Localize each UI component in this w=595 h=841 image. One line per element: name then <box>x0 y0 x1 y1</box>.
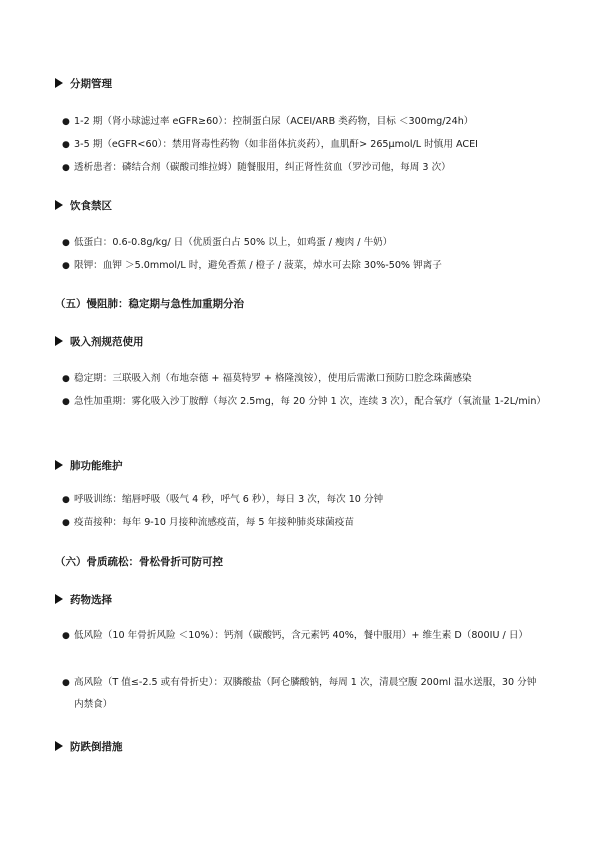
section-title-osteo: （六）骨质疏松：骨松骨折可防可控 <box>55 556 223 568</box>
triangle-bullet-icon <box>55 594 63 604</box>
list-item <box>62 512 542 534</box>
list-item <box>62 255 542 277</box>
list-item <box>62 134 542 156</box>
bullet-icon: ● <box>62 261 70 271</box>
heading-text: 饮食禁区 <box>70 200 112 212</box>
section-heading-drug <box>55 592 112 607</box>
list-item <box>62 625 542 647</box>
list-item <box>62 111 542 133</box>
bullet-icon: ● <box>62 518 70 528</box>
item-text: 透析患者：磷结合剂（碳酸司维拉姆）随餐服用，纠正肾性贫血（罗沙司他，每周 3 次） <box>74 162 451 173</box>
item-text: 低风险（10 年骨折风险 ＜10%）：钙剂（碳酸钙，含元素钙 40%，餐中服用）+ 维生素 D（800IU / 日） <box>74 630 529 641</box>
triangle-bullet-icon <box>55 78 63 88</box>
item-text: 限钾：血钾 ＞5.0mmol/L 时，避免香蕉 / 橙子 / 菠菜，焯水可去除 30%-50% 钾离子 <box>74 260 442 271</box>
bullet-icon: ● <box>62 495 70 505</box>
bullet-icon: ● <box>62 678 70 688</box>
heading-text: 吸入剂规范使用 <box>70 336 144 348</box>
heading-text: 肺功能维护 <box>70 460 123 472</box>
list-item <box>62 157 542 179</box>
item-text: 呼吸训练：缩唇呼吸（吸气 4 秒，呼气 6 秒），每日 3 次，每次 10 分钟 <box>74 494 384 505</box>
bullet-icon: ● <box>62 163 70 173</box>
triangle-bullet-icon <box>55 336 63 346</box>
triangle-bullet-icon <box>55 460 63 470</box>
section-heading-staging <box>55 76 112 91</box>
section-heading-diet <box>55 198 112 213</box>
item-text: 高风险（T 值≤-2.5 或有骨折史）：双膦酸盐（阿仑膦酸钠，每周 1 次，清晨空腹 200ml 温水送服，30 分钟内禁食） <box>74 677 537 710</box>
list-item <box>62 672 542 716</box>
list-item <box>62 232 542 254</box>
list-item <box>62 391 547 413</box>
bullet-icon: ● <box>62 397 70 407</box>
section-title-copd: （五）慢阻肺：稳定期与急性加重期分治 <box>55 298 244 310</box>
item-text: 急性加重期：雾化吸入沙丁胺醇（每次 2.5mg，每 20 分钟 1 次，连续 3 次），配合氧疗（氧流量 1-2L/min） <box>74 396 547 407</box>
triangle-bullet-icon <box>55 200 63 210</box>
heading-text: 分期管理 <box>70 78 112 90</box>
item-text: 疫苗接种：每年 9-10 月接种流感疫苗，每 5 年接种肺炎球菌疫苗 <box>74 517 354 528</box>
item-text: 1-2 期（肾小球滤过率 eGFR≥60）：控制蛋白尿（ACEI/ARB 类药物，目标 ＜300mg/24h） <box>74 116 474 127</box>
bullet-icon: ● <box>62 140 70 150</box>
list-item <box>62 368 542 390</box>
item-text: 低蛋白：0.6-0.8g/kg/ 日（优质蛋白占 50% 以上，如鸡蛋 / 瘦肉 / 牛奶） <box>74 237 393 248</box>
section-heading-inhaler <box>55 334 144 349</box>
bullet-icon: ● <box>62 117 70 127</box>
item-text: 3-5 期（eGFR<60）：禁用肾毒性药物（如非甾体抗炎药），血肌酐> 265μmol/L 时慎用 ACEI <box>74 139 478 150</box>
heading-text: 药物选择 <box>70 594 112 606</box>
bullet-icon: ● <box>62 238 70 248</box>
heading-text: 防跌倒措施 <box>70 741 123 753</box>
list-item <box>62 489 542 511</box>
item-text: 稳定期：三联吸入剂（布地奈德 + 福莫特罗 + 格隆溴铵），使用后需漱口预防口腔念珠菌感染 <box>74 373 472 384</box>
section-heading-lung <box>55 458 123 473</box>
triangle-bullet-icon <box>55 741 63 751</box>
section-heading-fall <box>55 739 123 754</box>
bullet-icon: ● <box>62 631 70 641</box>
bullet-icon: ● <box>62 374 70 384</box>
